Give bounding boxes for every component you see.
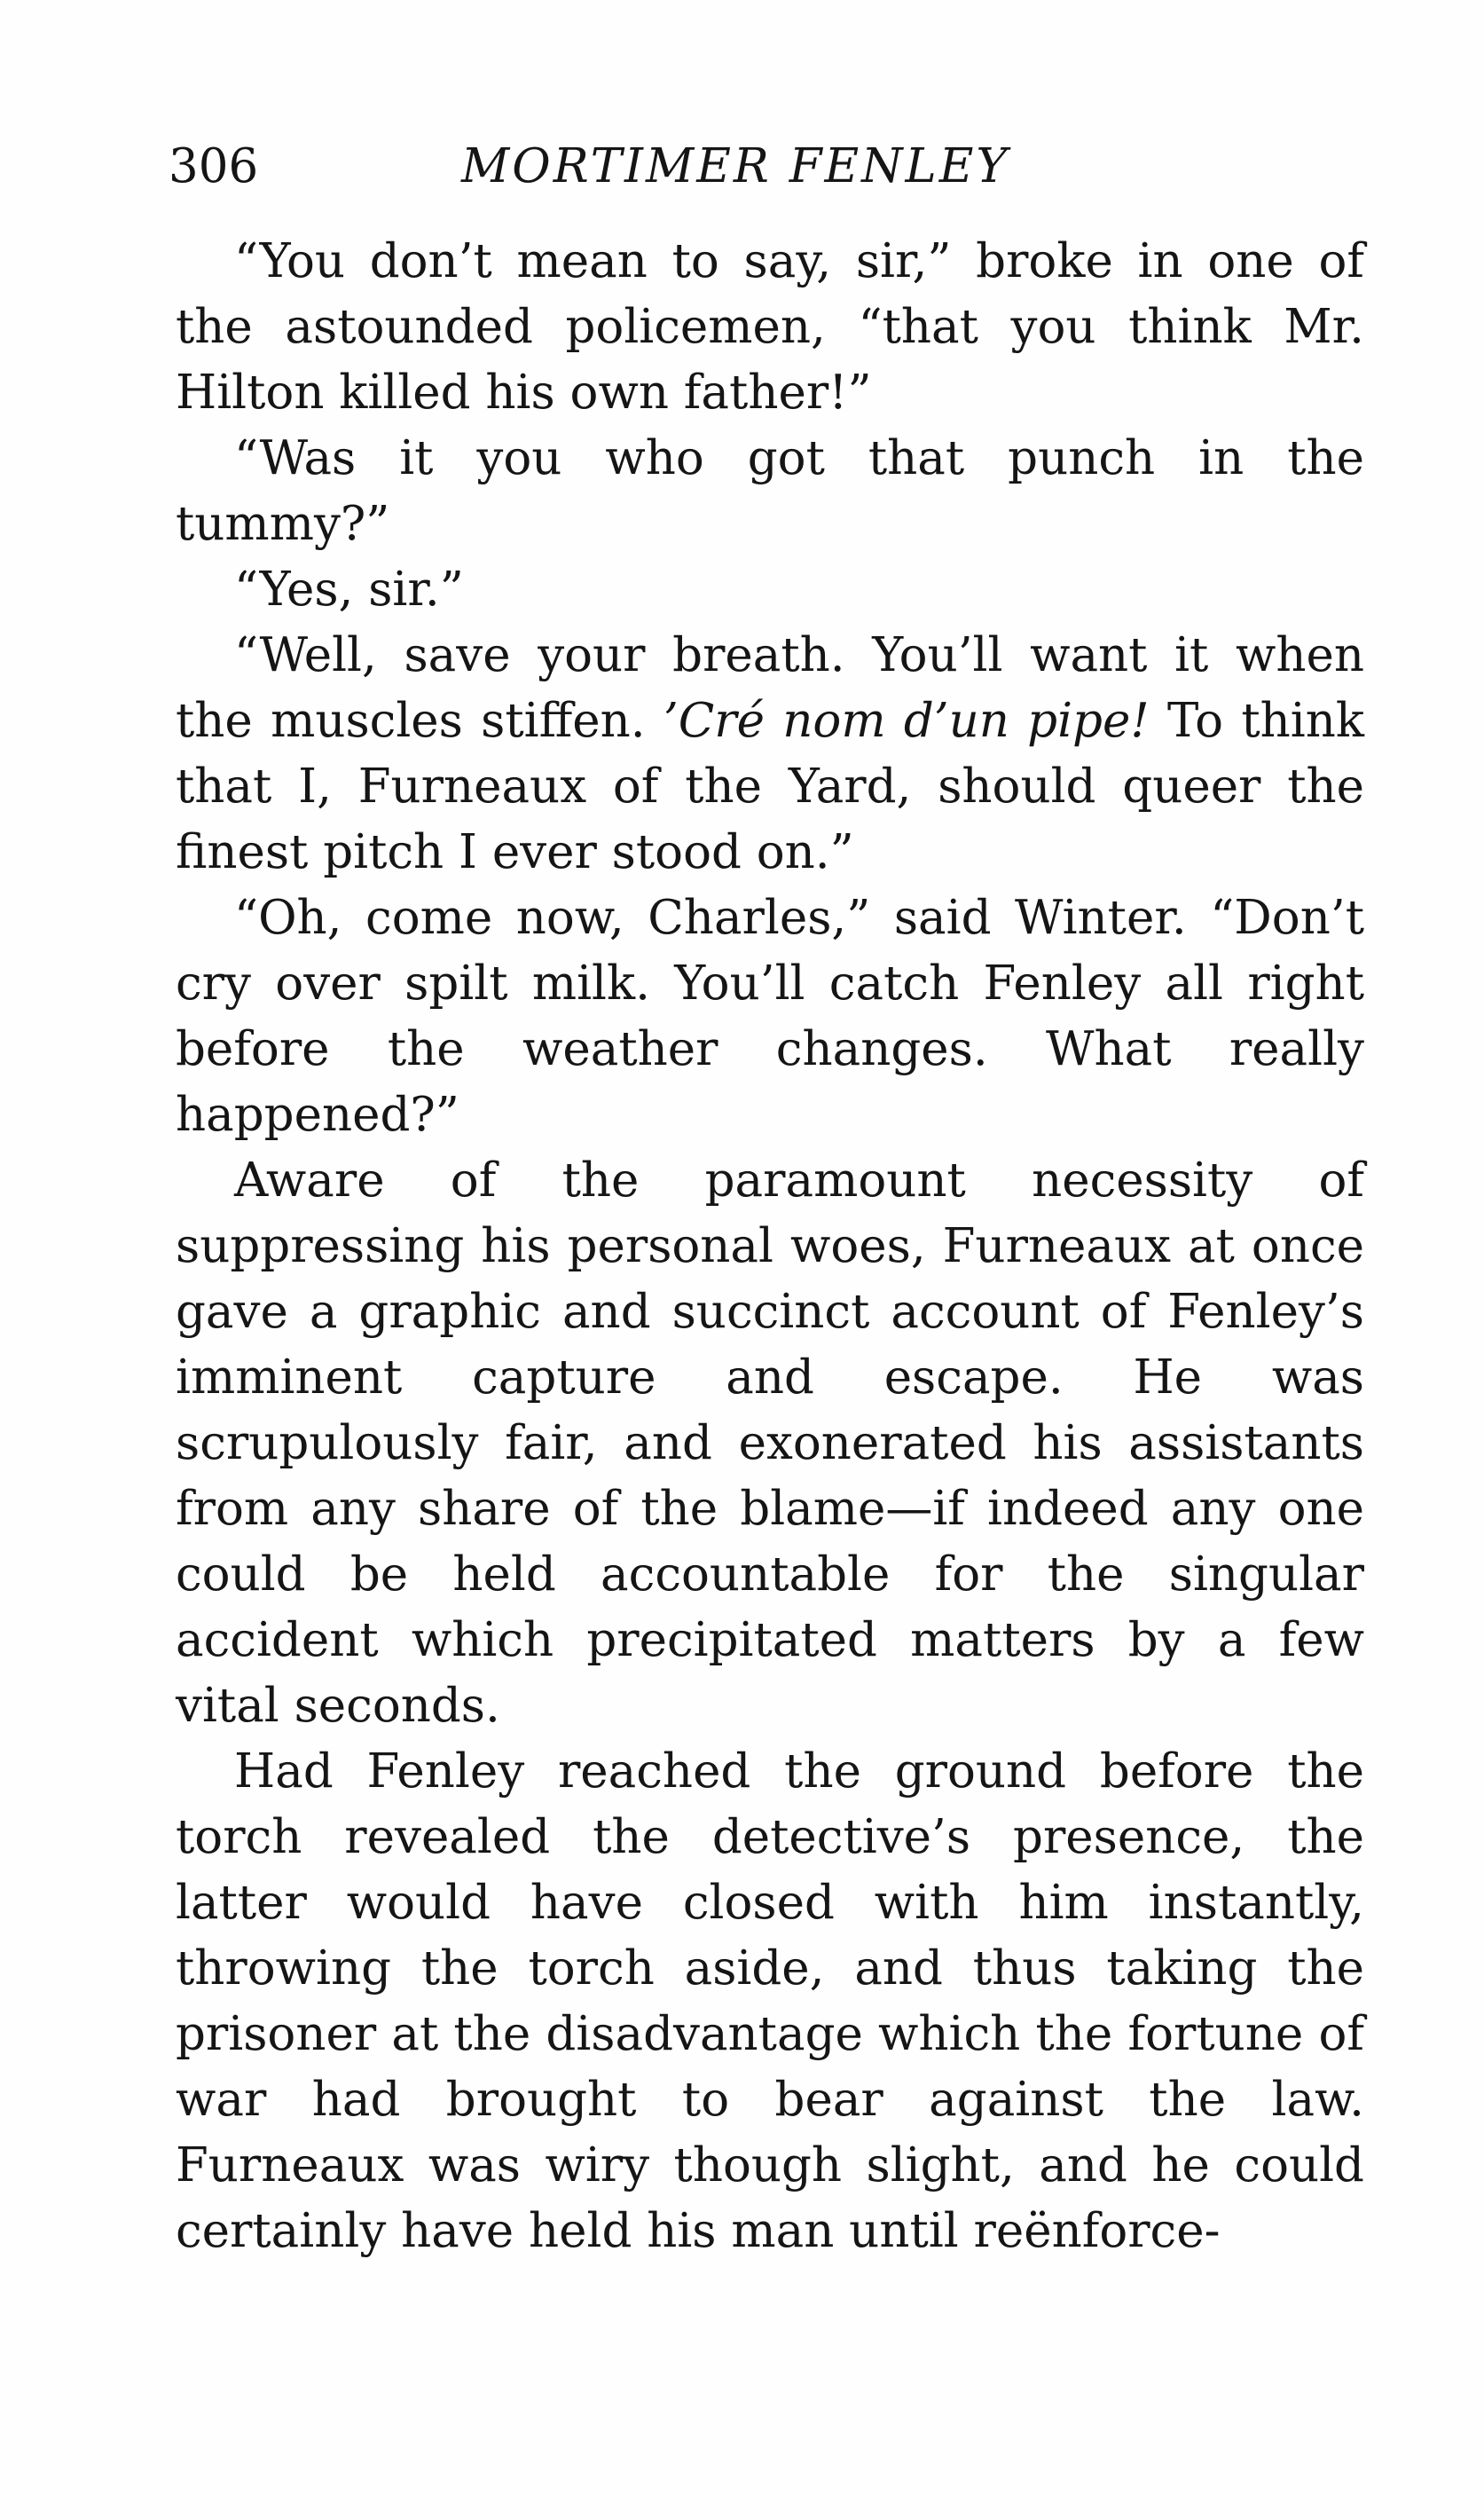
paragraph-punch-question: “Was it you who got that punch in the tummy?” <box>176 431 1364 551</box>
paragraph-save-breath-end: To think that I, Furneaux of the Yard, should queer the finest pitch I ever stood on.” <box>176 694 1364 879</box>
paragraph-yes-sir: “Yes, sir.” <box>234 563 464 617</box>
paragraph-fenley-escape: Had Fenley reached the ground before the torch revealed the detective’s presence, the latter would have closed with him instantly, throwing the torch aside, and thus taking the prisoner at the disadvantage which the fortune of war had brought to bear against the law. Furneaux was wiry though slight, and he could certainly have held his man until reënforce- <box>176 1744 1364 2258</box>
paragraph-save-breath-start: “Well, save your breath. You’ll want it when the muscles stiffen. <box>176 628 1364 748</box>
paragraph-furneaux-account: Aware of the paramount necessity of suppressing his personal woes, Furneaux at once gave a graphic and succinct account of Fenley’s imminent capture and escape. He was scrupulously fair, and exonerated his assistants from any share of the blame—if indeed any one could be held accountable for the singular accident which precipitated matters by a few vital seconds. <box>176 1153 1364 1733</box>
body-text <box>176 229 1364 2264</box>
french-exclamation: ’Cré nom d’un pipe! <box>663 694 1150 748</box>
paragraph-policeman-question: “You don’t mean to say, sir,” broke in one of the astounded policemen, “that you think Mr. Hilton killed his own father!” <box>176 234 1364 420</box>
page-number: 306 <box>169 139 259 193</box>
paragraph-winter-reply: “Oh, come now, Charles,” said Winter. “Don’t cry over spilt milk. You’ll catch Fenley all right before the weather changes. What really happened?” <box>176 891 1364 1142</box>
paragraph-save-breath <box>176 623 1364 886</box>
page-header <box>169 131 1353 202</box>
running-title: MORTIMER FENLEY <box>461 139 1010 193</box>
